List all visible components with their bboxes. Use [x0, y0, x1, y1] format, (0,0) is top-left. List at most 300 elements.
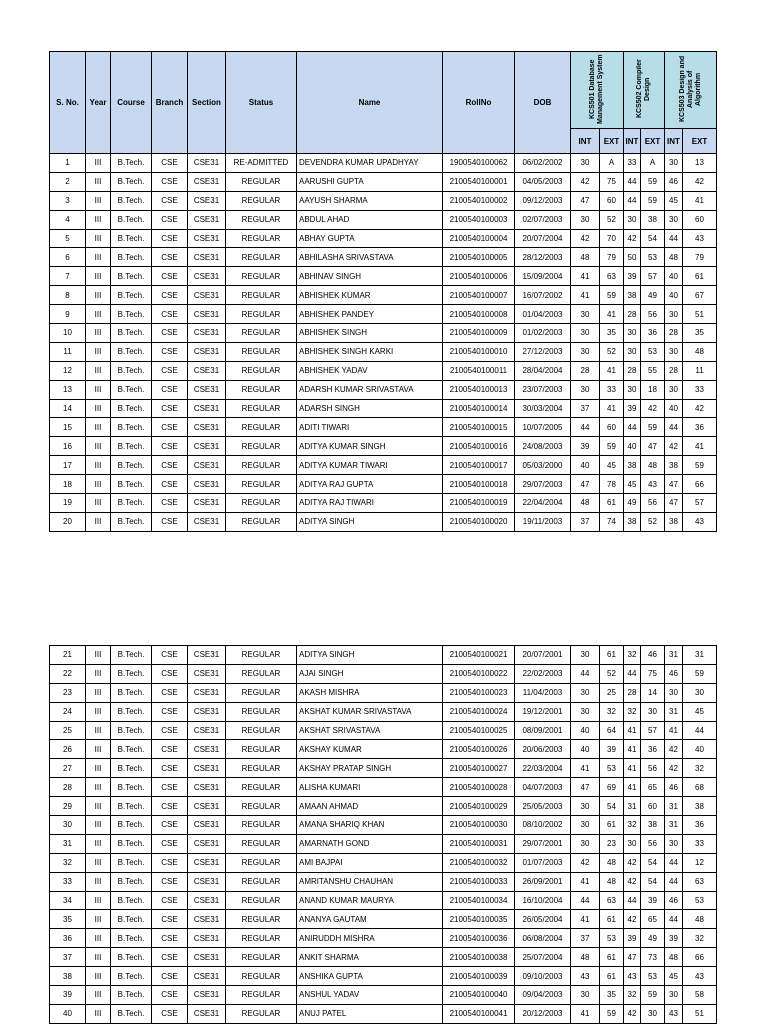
table-row — [50, 286, 717, 305]
kcs502-int-cell: 28 — [624, 361, 641, 380]
kcs502-ext-cell: 36 — [641, 324, 665, 343]
course-cell: B.Tech. — [111, 664, 152, 683]
table-row — [50, 797, 717, 816]
rollno-cell: 2100540100036 — [443, 929, 515, 948]
kcs501-ext-cell: 74 — [600, 512, 624, 531]
kcs502-ext-cell: 59 — [641, 191, 665, 210]
kcs502-ext-cell: 54 — [641, 872, 665, 891]
kcs502-int-cell: 42 — [624, 229, 641, 248]
sno-cell: 39 — [50, 986, 86, 1005]
course-cell: B.Tech. — [111, 475, 152, 494]
kcs501-ext-cell: 53 — [600, 929, 624, 948]
kcs502-ext-cell: 59 — [641, 418, 665, 437]
table-row — [50, 664, 717, 683]
kcs503-ext-cell: 31 — [683, 646, 717, 665]
rollno-cell: 2100540100029 — [443, 797, 515, 816]
table-row — [50, 305, 717, 324]
kcs503-int-cell: 28 — [665, 361, 683, 380]
kcs502-ext-cell: 14 — [641, 683, 665, 702]
year-cell: III — [86, 305, 111, 324]
table-row — [50, 759, 717, 778]
course-cell: B.Tech. — [111, 512, 152, 531]
table-row — [50, 248, 717, 267]
header-sno: S. No. — [50, 52, 86, 154]
dob-cell: 20/06/2003 — [515, 740, 571, 759]
kcs503-int-cell: 30 — [665, 342, 683, 361]
kcs503-ext-cell: 32 — [683, 759, 717, 778]
branch-cell: CSE — [152, 475, 188, 494]
year-cell: III — [86, 664, 111, 683]
kcs502-ext-cell: 53 — [641, 342, 665, 361]
kcs501-int-cell: 30 — [571, 380, 600, 399]
kcs503-ext-cell: 63 — [683, 872, 717, 891]
kcs503-int-cell: 43 — [665, 1004, 683, 1023]
kcs502-ext-cell: 47 — [641, 437, 665, 456]
dob-cell: 04/05/2003 — [515, 172, 571, 191]
kcs501-ext-cell: 41 — [600, 399, 624, 418]
kcs502-ext-cell: 49 — [641, 929, 665, 948]
dob-cell: 15/09/2004 — [515, 267, 571, 286]
kcs501-int-cell: 43 — [571, 967, 600, 986]
course-cell: B.Tech. — [111, 721, 152, 740]
kcs503-ext-cell: 79 — [683, 248, 717, 267]
status-cell: REGULAR — [226, 683, 297, 702]
dob-cell: 25/05/2003 — [515, 797, 571, 816]
section-cell: CSE31 — [188, 361, 226, 380]
kcs502-ext-cell: 43 — [641, 475, 665, 494]
status-cell: REGULAR — [226, 380, 297, 399]
name-cell: ABHINAV SINGH — [297, 267, 443, 286]
section-cell: CSE31 — [188, 267, 226, 286]
section-cell: CSE31 — [188, 305, 226, 324]
header-status: Status — [226, 52, 297, 154]
branch-cell: CSE — [152, 891, 188, 910]
branch-cell: CSE — [152, 191, 188, 210]
kcs501-int-cell: 30 — [571, 834, 600, 853]
year-cell: III — [86, 286, 111, 305]
status-cell: REGULAR — [226, 721, 297, 740]
kcs502-int-cell: 32 — [624, 702, 641, 721]
section-cell: CSE31 — [188, 910, 226, 929]
branch-cell: CSE — [152, 967, 188, 986]
kcs501-int-cell: 41 — [571, 267, 600, 286]
section-cell: CSE31 — [188, 437, 226, 456]
year-cell: III — [86, 324, 111, 343]
kcs503-ext-cell: 41 — [683, 191, 717, 210]
kcs502-int-cell: 43 — [624, 967, 641, 986]
table-row — [50, 229, 717, 248]
kcs502-int-cell: 30 — [624, 834, 641, 853]
kcs502-int-cell: 30 — [624, 380, 641, 399]
kcs502-ext-cell: 39 — [641, 891, 665, 910]
course-cell: B.Tech. — [111, 816, 152, 835]
kcs503-ext-cell: 57 — [683, 494, 717, 513]
year-cell: III — [86, 778, 111, 797]
kcs501-ext-cell: 45 — [600, 456, 624, 475]
dob-cell: 28/12/2003 — [515, 248, 571, 267]
sno-cell: 2 — [50, 172, 86, 191]
rollno-cell: 2100540100018 — [443, 475, 515, 494]
rollno-cell: 2100540100006 — [443, 267, 515, 286]
dob-cell: 08/09/2001 — [515, 721, 571, 740]
year-cell: III — [86, 248, 111, 267]
kcs503-ext-cell: 30 — [683, 683, 717, 702]
kcs502-ext-cell: 30 — [641, 702, 665, 721]
header-dob: DOB — [515, 52, 571, 154]
course-cell: B.Tech. — [111, 154, 152, 173]
kcs502-ext-cell: 52 — [641, 512, 665, 531]
year-cell: III — [86, 210, 111, 229]
name-cell: AKSHAY PRATAP SINGH — [297, 759, 443, 778]
dob-cell: 20/07/2004 — [515, 229, 571, 248]
sno-cell: 33 — [50, 872, 86, 891]
course-cell: B.Tech. — [111, 172, 152, 191]
kcs503-int-cell: 44 — [665, 229, 683, 248]
status-cell: REGULAR — [226, 967, 297, 986]
status-cell: REGULAR — [226, 740, 297, 759]
course-cell: B.Tech. — [111, 380, 152, 399]
status-cell: REGULAR — [226, 891, 297, 910]
rollno-cell: 2100540100041 — [443, 1004, 515, 1023]
subject-label: KCS501 Database Management System — [589, 54, 604, 124]
kcs502-int-cell: 44 — [624, 891, 641, 910]
sno-cell: 38 — [50, 967, 86, 986]
year-cell: III — [86, 456, 111, 475]
kcs502-int-cell: 44 — [624, 664, 641, 683]
table-row — [50, 172, 717, 191]
kcs502-int-cell: 45 — [624, 475, 641, 494]
sno-cell: 24 — [50, 702, 86, 721]
name-cell: AMAAN AHMAD — [297, 797, 443, 816]
course-cell: B.Tech. — [111, 702, 152, 721]
kcs501-ext-cell: 32 — [600, 702, 624, 721]
year-cell: III — [86, 437, 111, 456]
kcs501-int-cell: 47 — [571, 778, 600, 797]
kcs501-ext-cell: 41 — [600, 305, 624, 324]
year-cell: III — [86, 853, 111, 872]
course-cell: B.Tech. — [111, 399, 152, 418]
course-cell: B.Tech. — [111, 267, 152, 286]
kcs502-int-cell: 49 — [624, 494, 641, 513]
status-cell: REGULAR — [226, 986, 297, 1005]
kcs501-ext-cell: 60 — [600, 418, 624, 437]
name-cell: ANAND KUMAR MAURYA — [297, 891, 443, 910]
branch-cell: CSE — [152, 210, 188, 229]
sno-cell: 18 — [50, 475, 86, 494]
dob-cell: 01/07/2003 — [515, 853, 571, 872]
rollno-cell: 2100540100009 — [443, 324, 515, 343]
year-cell: III — [86, 986, 111, 1005]
kcs503-int-cell: 40 — [665, 286, 683, 305]
status-cell: REGULAR — [226, 910, 297, 929]
table-row — [50, 418, 717, 437]
kcs501-int-cell: 41 — [571, 872, 600, 891]
status-cell: REGULAR — [226, 324, 297, 343]
kcs503-ext-cell: 44 — [683, 721, 717, 740]
branch-cell: CSE — [152, 646, 188, 665]
rollno-cell: 2100540100038 — [443, 948, 515, 967]
table-row — [50, 853, 717, 872]
kcs502-int-cell: 41 — [624, 740, 641, 759]
section-cell: CSE31 — [188, 948, 226, 967]
kcs501-int-cell: 41 — [571, 286, 600, 305]
header-course: Course — [111, 52, 152, 154]
dob-cell: 26/05/2004 — [515, 910, 571, 929]
kcs501-int-cell: 47 — [571, 191, 600, 210]
branch-cell: CSE — [152, 267, 188, 286]
kcs503-int-cell: 40 — [665, 399, 683, 418]
status-cell: REGULAR — [226, 305, 297, 324]
branch-cell: CSE — [152, 910, 188, 929]
year-cell: III — [86, 342, 111, 361]
kcs502-int-cell: 44 — [624, 418, 641, 437]
kcs502-int-cell: 47 — [624, 948, 641, 967]
kcs502-int-cell: 39 — [624, 267, 641, 286]
table-row — [50, 986, 717, 1005]
rollno-cell: 2100540100013 — [443, 380, 515, 399]
name-cell: ADITYA SINGH — [297, 512, 443, 531]
sno-cell: 13 — [50, 380, 86, 399]
status-cell: REGULAR — [226, 172, 297, 191]
name-cell: ANSHIKA GUPTA — [297, 967, 443, 986]
sno-cell: 10 — [50, 324, 86, 343]
kcs502-ext-cell: A — [641, 154, 665, 173]
name-cell: AKSHAT KUMAR SRIVASTAVA — [297, 702, 443, 721]
kcs502-ext-cell: 54 — [641, 853, 665, 872]
kcs503-int-cell: 42 — [665, 437, 683, 456]
kcs503-ext-cell: 33 — [683, 380, 717, 399]
branch-cell: CSE — [152, 759, 188, 778]
branch-cell: CSE — [152, 721, 188, 740]
kcs503-int-cell: 31 — [665, 702, 683, 721]
kcs502-ext-cell: 30 — [641, 1004, 665, 1023]
year-cell: III — [86, 759, 111, 778]
year-cell: III — [86, 512, 111, 531]
name-cell: ADITYA KUMAR SINGH — [297, 437, 443, 456]
course-cell: B.Tech. — [111, 418, 152, 437]
section-cell: CSE31 — [188, 929, 226, 948]
branch-cell: CSE — [152, 305, 188, 324]
status-cell: RE-ADMITTED — [226, 154, 297, 173]
branch-cell: CSE — [152, 172, 188, 191]
status-cell: REGULAR — [226, 759, 297, 778]
sno-cell: 28 — [50, 778, 86, 797]
sno-cell: 21 — [50, 646, 86, 665]
branch-cell: CSE — [152, 418, 188, 437]
sno-cell: 15 — [50, 418, 86, 437]
section-cell: CSE31 — [188, 172, 226, 191]
rollno-cell: 2100540100019 — [443, 494, 515, 513]
kcs502-ext-cell: 65 — [641, 910, 665, 929]
kcs503-int-cell: 42 — [665, 740, 683, 759]
kcs503-int-cell: 30 — [665, 380, 683, 399]
kcs502-ext-cell: 42 — [641, 399, 665, 418]
table-row — [50, 191, 717, 210]
kcs503-int-cell: 31 — [665, 797, 683, 816]
kcs502-ext-cell: 56 — [641, 834, 665, 853]
header-int: INT — [665, 129, 683, 154]
dob-cell: 09/12/2003 — [515, 191, 571, 210]
course-cell: B.Tech. — [111, 683, 152, 702]
status-cell: REGULAR — [226, 702, 297, 721]
kcs501-ext-cell: 79 — [600, 248, 624, 267]
kcs503-int-cell: 31 — [665, 816, 683, 835]
name-cell: DEVENDRA KUMAR UPADHYAY — [297, 154, 443, 173]
status-cell: REGULAR — [226, 267, 297, 286]
dob-cell: 27/12/2003 — [515, 342, 571, 361]
course-cell: B.Tech. — [111, 437, 152, 456]
kcs501-int-cell: 37 — [571, 399, 600, 418]
kcs503-int-cell: 30 — [665, 834, 683, 853]
kcs503-ext-cell: 42 — [683, 399, 717, 418]
name-cell: ANANYA GAUTAM — [297, 910, 443, 929]
branch-cell: CSE — [152, 342, 188, 361]
year-cell: III — [86, 740, 111, 759]
course-cell: B.Tech. — [111, 324, 152, 343]
kcs502-ext-cell: 59 — [641, 172, 665, 191]
kcs503-ext-cell: 66 — [683, 475, 717, 494]
rollno-cell: 2100540100035 — [443, 910, 515, 929]
kcs501-ext-cell: 61 — [600, 948, 624, 967]
sno-cell: 16 — [50, 437, 86, 456]
kcs502-ext-cell: 59 — [641, 986, 665, 1005]
dob-cell: 23/07/2003 — [515, 380, 571, 399]
kcs501-ext-cell: A — [600, 154, 624, 173]
course-cell: B.Tech. — [111, 948, 152, 967]
sno-cell: 9 — [50, 305, 86, 324]
name-cell: AMRITANSHU CHAUHAN — [297, 872, 443, 891]
branch-cell: CSE — [152, 361, 188, 380]
name-cell: ADITYA RAJ TIWARI — [297, 494, 443, 513]
year-cell: III — [86, 361, 111, 380]
name-cell: AJAI SINGH — [297, 664, 443, 683]
sno-cell: 26 — [50, 740, 86, 759]
kcs501-ext-cell: 78 — [600, 475, 624, 494]
rollno-cell: 2100540100022 — [443, 664, 515, 683]
kcs503-ext-cell: 45 — [683, 702, 717, 721]
kcs503-ext-cell: 61 — [683, 267, 717, 286]
kcs503-ext-cell: 43 — [683, 967, 717, 986]
marks-table-1 — [49, 51, 717, 532]
kcs503-int-cell: 44 — [665, 910, 683, 929]
kcs503-ext-cell: 35 — [683, 324, 717, 343]
dob-cell: 16/07/2002 — [515, 286, 571, 305]
year-cell: III — [86, 834, 111, 853]
kcs502-ext-cell: 56 — [641, 305, 665, 324]
table-row — [50, 816, 717, 835]
branch-cell: CSE — [152, 399, 188, 418]
course-cell: B.Tech. — [111, 361, 152, 380]
kcs503-ext-cell: 38 — [683, 797, 717, 816]
branch-cell: CSE — [152, 456, 188, 475]
sno-cell: 4 — [50, 210, 86, 229]
dob-cell: 06/02/2002 — [515, 154, 571, 173]
table-row — [50, 494, 717, 513]
kcs502-int-cell: 41 — [624, 778, 641, 797]
kcs503-int-cell: 30 — [665, 305, 683, 324]
section-cell: CSE31 — [188, 646, 226, 665]
dob-cell: 22/04/2004 — [515, 494, 571, 513]
branch-cell: CSE — [152, 248, 188, 267]
kcs503-int-cell: 44 — [665, 872, 683, 891]
kcs502-int-cell: 50 — [624, 248, 641, 267]
status-cell: REGULAR — [226, 418, 297, 437]
name-cell: ANUJ PATEL — [297, 1004, 443, 1023]
year-cell: III — [86, 721, 111, 740]
kcs501-int-cell: 30 — [571, 342, 600, 361]
kcs503-ext-cell: 58 — [683, 986, 717, 1005]
course-cell: B.Tech. — [111, 853, 152, 872]
kcs503-int-cell: 47 — [665, 475, 683, 494]
header-subject-kcs503 — [665, 52, 717, 129]
kcs501-ext-cell: 35 — [600, 324, 624, 343]
kcs503-int-cell: 31 — [665, 646, 683, 665]
kcs503-int-cell: 45 — [665, 967, 683, 986]
dob-cell: 16/10/2004 — [515, 891, 571, 910]
dob-cell: 20/12/2003 — [515, 1004, 571, 1023]
branch-cell: CSE — [152, 664, 188, 683]
section-cell: CSE31 — [188, 324, 226, 343]
sno-cell: 23 — [50, 683, 86, 702]
kcs502-ext-cell: 57 — [641, 721, 665, 740]
year-cell: III — [86, 683, 111, 702]
subject-label: KCS502 Compiler Design — [636, 59, 651, 119]
kcs503-int-cell: 44 — [665, 418, 683, 437]
rollno-cell: 2100540100033 — [443, 872, 515, 891]
name-cell: ANIRUDDH MISHRA — [297, 929, 443, 948]
kcs501-int-cell: 30 — [571, 816, 600, 835]
branch-cell: CSE — [152, 154, 188, 173]
kcs502-int-cell: 39 — [624, 399, 641, 418]
branch-cell: CSE — [152, 437, 188, 456]
rollno-cell: 2100540100026 — [443, 740, 515, 759]
branch-cell: CSE — [152, 816, 188, 835]
rollno-cell: 2100540100025 — [443, 721, 515, 740]
kcs502-int-cell: 28 — [624, 305, 641, 324]
name-cell: ADITI TIWARI — [297, 418, 443, 437]
name-cell: ABHAY GUPTA — [297, 229, 443, 248]
status-cell: REGULAR — [226, 361, 297, 380]
section-cell: CSE31 — [188, 797, 226, 816]
kcs501-ext-cell: 39 — [600, 740, 624, 759]
kcs502-ext-cell: 46 — [641, 646, 665, 665]
dob-cell: 05/03/2000 — [515, 456, 571, 475]
rollno-cell: 2100540100005 — [443, 248, 515, 267]
year-cell: III — [86, 967, 111, 986]
branch-cell: CSE — [152, 380, 188, 399]
kcs501-int-cell: 48 — [571, 494, 600, 513]
header-branch: Branch — [152, 52, 188, 154]
name-cell: AMARNATH GOND — [297, 834, 443, 853]
kcs503-ext-cell: 66 — [683, 948, 717, 967]
branch-cell: CSE — [152, 853, 188, 872]
branch-cell: CSE — [152, 778, 188, 797]
kcs501-ext-cell: 52 — [600, 210, 624, 229]
branch-cell: CSE — [152, 986, 188, 1005]
kcs502-ext-cell: 73 — [641, 948, 665, 967]
kcs502-int-cell: 42 — [624, 872, 641, 891]
kcs503-ext-cell: 40 — [683, 740, 717, 759]
kcs503-int-cell: 30 — [665, 210, 683, 229]
kcs501-int-cell: 37 — [571, 929, 600, 948]
year-cell: III — [86, 418, 111, 437]
kcs501-int-cell: 30 — [571, 986, 600, 1005]
course-cell: B.Tech. — [111, 1004, 152, 1023]
kcs501-ext-cell: 54 — [600, 797, 624, 816]
name-cell: ABHISHEK SINGH — [297, 324, 443, 343]
kcs503-ext-cell: 33 — [683, 834, 717, 853]
kcs503-ext-cell: 48 — [683, 342, 717, 361]
